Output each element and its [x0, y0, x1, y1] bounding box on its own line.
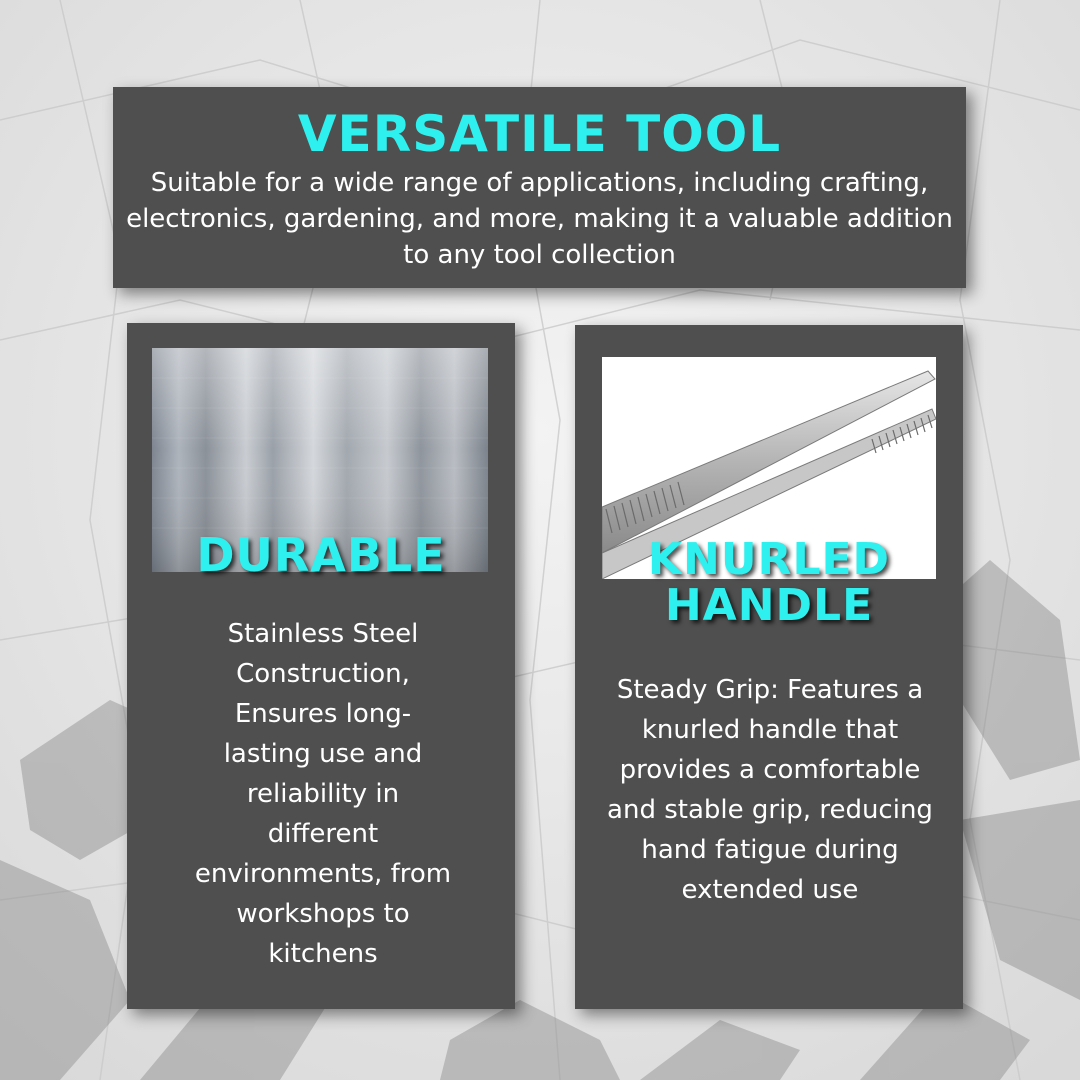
versatile-tool-description: Suitable for a wide range of applications, including crafting, electronics, gardening, and more, making it a valuable addition to any tool collection [126, 168, 953, 270]
knurled-handle-title [575, 534, 963, 631]
versatile-tool-title-container [113, 104, 966, 164]
durable-description: Stainless Steel Construction, Ensures long-lasting use and reliability in different environments, from workshops to kitchens [194, 619, 452, 969]
knurled-handle-description: Steady Grip: Features a knurled handle that provides a comfortable and stable grip, reducing hand fatigue during extended use [607, 675, 933, 905]
versatile-tool-title: VERSATILE TOOL [297, 105, 782, 163]
knurled-title-line-1: KNURLED [647, 534, 891, 585]
durable-title: DURABLE [196, 528, 446, 582]
knurled-title-line-2: HANDLE [664, 580, 874, 631]
